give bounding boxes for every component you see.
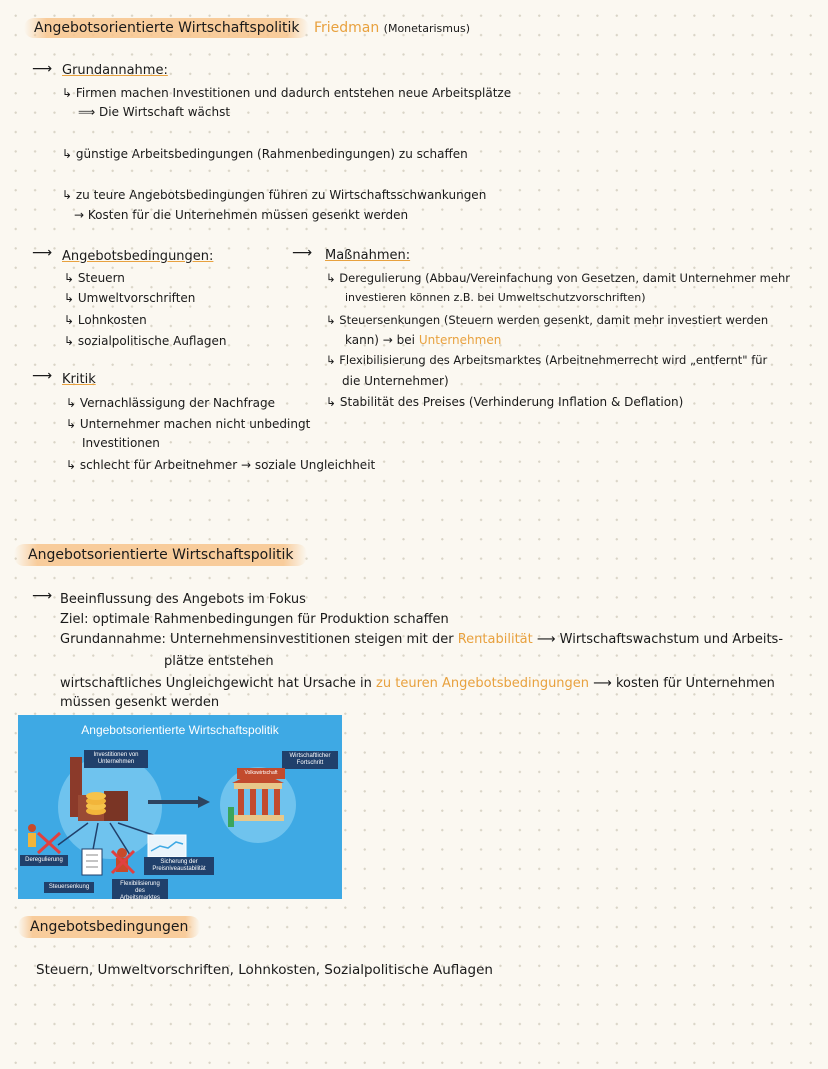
- section1-title-text: Angebotsorientierte Wirtschaftspolitik: [24, 18, 309, 38]
- s2-line-3-or: Rentabilität: [457, 632, 533, 647]
- kritik-item: ↳ Vernachlässigung der Nachfrage: [66, 396, 275, 410]
- arrow-icon: ⟶: [32, 588, 53, 604]
- massnahme-3a: ↳ Flexibilisierung des Arbeitsmarktes (Arbeitnehmerrecht wird „entfernt" für: [326, 353, 768, 367]
- cactus-icon: [228, 807, 234, 827]
- label-flexibilisierung: Flexibilisierung des Arbeitsmarktes: [112, 879, 168, 899]
- arrow-icon: ⟶: [32, 61, 53, 77]
- kritik-item-text: Vernachlässigung der Nachfrage: [79, 396, 275, 410]
- massnahme-4: ↳ Stabilität des Preises (Verhinderung Inflation & Deflation): [326, 395, 684, 409]
- massnahme-3a-text: Flexibilisierung des Arbeitsmarktes (Arbeitnehmerrecht wird „entfernt" für: [339, 353, 768, 367]
- section1-title: [24, 20, 470, 37]
- label-fortschritt: Wirtschaftlicher Fortschritt: [282, 751, 338, 769]
- kritik-item-text: schlecht für Arbeitnehmer: [79, 458, 238, 472]
- grundannahme-line-2-text: Die Wirtschaft wächst: [99, 105, 231, 119]
- massnahme-2b: kann) → bei Unternehmen: [345, 333, 502, 347]
- kritik-item: [82, 435, 160, 451]
- ab-item-text: Umweltvorschriften: [77, 291, 196, 305]
- infographic: [18, 715, 342, 899]
- ab-item-text: Lohnkosten: [77, 313, 147, 327]
- section1-title-paren: (Monetarismus): [383, 22, 470, 35]
- teuer-line: ↳ zu teure Angebotsbedingungen führen zu Wirtschaftsschwankungen: [62, 188, 487, 202]
- ab-item: ↳ Umweltvorschriften: [64, 291, 196, 305]
- s2-line-5-or: zu teuren Angebotsbedingungen: [376, 676, 590, 691]
- section3-text: Steuern, Umweltvorschriften, Lohnkosten, Sozialpolitische Auflagen: [36, 962, 493, 978]
- kritik-item: ↳ schlecht für Arbeitnehmer → soziale Ungleichheit: [66, 458, 376, 472]
- ab-item-text: Steuern: [77, 271, 125, 285]
- massnahme-1b: investieren können z.B. bei Umweltschutzvorschriften): [345, 291, 646, 304]
- s2-line-3-pre: Grundannahme: Unternehmensinvestitionen steigen mit der: [60, 632, 454, 647]
- massnahme-2a-text: Steuersenkungen (Steuern werden gesenkt, damit mehr investiert werden: [339, 313, 769, 327]
- massnahme-2b-text: kann): [345, 333, 379, 347]
- arrow-icon: ⟶: [292, 245, 313, 261]
- ab-item: ↳ Lohnkosten: [64, 313, 147, 327]
- label-steuersenkung: Steuersenkung: [44, 882, 94, 893]
- document-icon: [82, 849, 102, 875]
- s2-line-5-post: kosten für Unternehmen: [615, 676, 775, 691]
- grundannahme-label: Grundannahme:: [62, 63, 168, 78]
- kosten-line: → Kosten für die Unternehmen müssen gesenkt werden: [74, 208, 409, 222]
- label-deregulierung: Deregulierung: [20, 855, 68, 866]
- s2-line-1: Beeinflussung des Angebots im Fokus: [60, 592, 306, 607]
- right-arrow-icon: [198, 796, 210, 808]
- grundannahme-line-1-text: Firmen machen Investitionen und dadurch entstehen neue Arbeitsplätze: [75, 86, 512, 100]
- guenstig-text: günstige Arbeitsbedingungen (Rahmenbedingungen) zu schaffen: [75, 147, 468, 161]
- guenstig-line: ↳ günstige Arbeitsbedingungen (Rahmenbedingungen) zu schaffen: [62, 147, 468, 161]
- kritik-item-text: Unternehmer machen nicht unbedingt: [79, 417, 311, 431]
- massnahme-2c-or: Unternehmen: [418, 333, 502, 347]
- label-sicherung: Sicherung der Preisniveaustabilität: [144, 857, 214, 875]
- section1-title-person: Friedman: [313, 20, 380, 36]
- s2-line-3-post: Wirtschaftswachstum und Arbeits-: [559, 632, 784, 647]
- label-investitionen: Investitionen von Unternehmen: [84, 750, 148, 768]
- kritik-item: ↳ Unternehmer machen nicht unbedingt: [66, 417, 311, 431]
- s2-line-2: Ziel: optimale Rahmenbedingungen für Produktion schaffen: [60, 612, 449, 627]
- section3-title: [18, 919, 200, 935]
- section2-title: [14, 547, 307, 563]
- person-icon: [28, 824, 36, 832]
- massnahme-1a: ↳ Deregulierung (Abbau/Vereinfachung von Gesetzen, damit Unternehmer mehr: [326, 271, 790, 285]
- grundannahme-line-2: ⟹ Die Wirtschaft wächst: [78, 105, 231, 119]
- angebotsbedingungen-label: Angebotsbedingungen:: [62, 249, 214, 264]
- section3-title-text: Angebotsbedingungen: [18, 916, 200, 938]
- massnahme-4-text: Stabilität des Preises (Verhinderung Inflation & Deflation): [339, 395, 684, 409]
- kritik-label: Kritik: [62, 372, 96, 387]
- massnahme-2c-pre: bei: [396, 333, 416, 347]
- kritik-item-text: Investitionen: [82, 436, 160, 450]
- arrow-icon: ⟶: [32, 368, 53, 384]
- s2-line-6: müssen gesenkt werden: [60, 695, 220, 710]
- chart-screen-icon: [148, 835, 186, 857]
- ab-item-text: sozialpolitische Auflagen: [77, 334, 227, 348]
- label-volkswirtschaft: Volkswirtschaft: [237, 768, 285, 779]
- s2-line-4: plätze entstehen: [164, 654, 274, 669]
- massnahmen-label: Maßnahmen:: [325, 248, 411, 263]
- kritik-item-text: soziale Ungleichheit: [254, 458, 376, 472]
- massnahme-2a: ↳ Steuersenkungen (Steuern werden gesenkt, damit mehr investiert werden: [326, 313, 769, 327]
- arrow-icon: ⟶: [32, 245, 53, 261]
- grundannahme-line-1: ↳ Firmen machen Investitionen und dadurch entstehen neue Arbeitsplätze: [62, 86, 512, 100]
- ab-item: ↳ sozialpolitische Auflagen: [64, 334, 227, 348]
- ab-item: ↳ Steuern: [64, 271, 125, 285]
- teuer-text: zu teure Angebotsbedingungen führen zu Wirtschaftsschwankungen: [75, 188, 487, 202]
- kosten-text: Kosten für die Unternehmen müssen gesenkt werden: [87, 208, 409, 222]
- s2-line-5-pre: wirtschaftliches Ungleichgewicht hat Ursache in: [60, 676, 372, 691]
- s2-line-5: wirtschaftliches Ungleichgewicht hat Ursache in zu teuren Angebotsbedingungen ⟶ kosten für Unternehmen: [60, 676, 775, 691]
- massnahme-3b: die Unternehmer): [342, 374, 449, 388]
- section2-title-text: Angebotsorientierte Wirtschaftspolitik: [14, 544, 307, 566]
- massnahme-1a-text: Deregulierung (Abbau/Vereinfachung von Gesetzen, damit Unternehmer mehr: [339, 271, 790, 285]
- s2-line-3: Grundannahme: Unternehmensinvestitionen steigen mit der Rentabilität ⟶ Wirtschaftswachstum und Arbeits-: [60, 632, 784, 647]
- infographic-title: Angebotsorientierte Wirtschaftspolitik: [81, 723, 279, 737]
